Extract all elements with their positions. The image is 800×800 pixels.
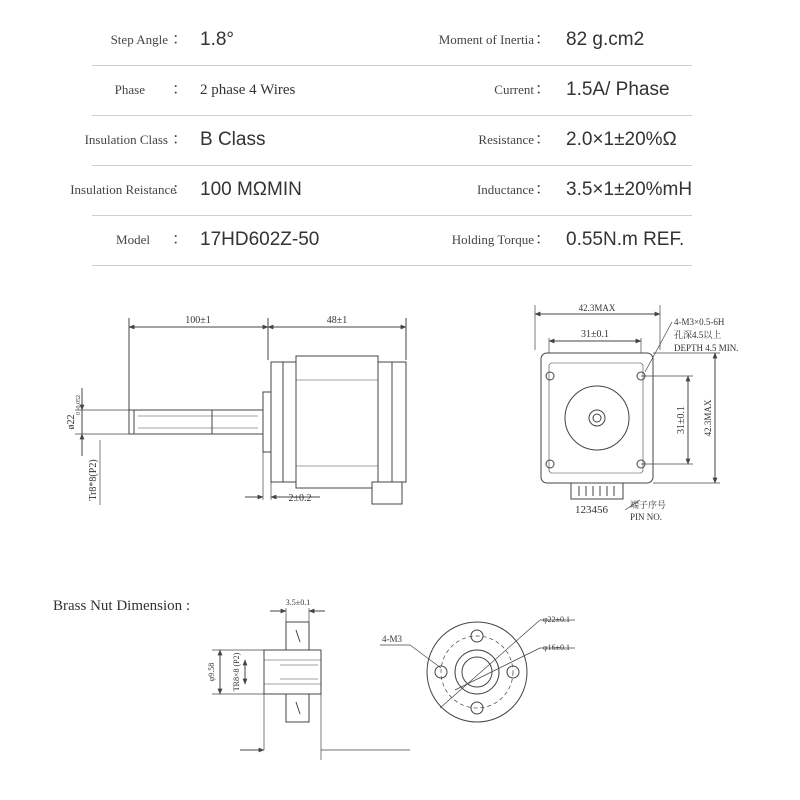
pin-label-cn: 端子序号 bbox=[630, 500, 667, 510]
thread-spec-text: Tr8*8(P2) bbox=[88, 459, 99, 501]
spec-value: 3.5×1±20%mH bbox=[566, 179, 693, 200]
nut-diameter-text: φ9.58 bbox=[207, 662, 216, 682]
spec-label: Insulation Class bbox=[84, 132, 168, 147]
spec-label: Moment of Inertia bbox=[438, 32, 534, 47]
brass-nut-front-view bbox=[380, 620, 575, 722]
nut-pcd-text: φ16±0.1 bbox=[543, 643, 571, 652]
spec-label: Holding Torque bbox=[451, 232, 534, 247]
brass-nut-title: Brass Nut Dimension : bbox=[53, 598, 191, 614]
spec-label: Current bbox=[494, 82, 534, 97]
shaft-diameter-text: ø22 bbox=[66, 414, 77, 430]
pilot-boss bbox=[263, 392, 271, 452]
spec-colon: ： bbox=[535, 231, 552, 248]
spec-label: Insulation Reistance bbox=[70, 182, 176, 197]
pin-label-en: PIN NO. bbox=[630, 512, 663, 522]
spec-colon: ： bbox=[172, 131, 189, 148]
width-dimension-text: 42.3MAX bbox=[578, 303, 616, 313]
nut-holes-text: 4-M3 bbox=[382, 634, 402, 644]
nut-thread-text: TR8×8 (P2) bbox=[232, 652, 241, 692]
spec-value: 2.0×1±20%Ω bbox=[566, 129, 677, 150]
spec-value: 2 phase 4 Wires bbox=[200, 82, 296, 98]
spec-label: Resistance bbox=[478, 132, 534, 147]
spec-label: Phase bbox=[114, 82, 145, 97]
nut-outer-diameter-text: φ22±0.1 bbox=[543, 615, 571, 624]
spec-label: Inductance bbox=[476, 182, 534, 197]
hole-spacing-vertical-text: 31±0.1 bbox=[676, 406, 687, 434]
spec-value: 0.55N.m REF. bbox=[566, 229, 685, 250]
spec-value: 17HD602Z-50 bbox=[200, 229, 320, 250]
hole-spacing-text: 31±0.1 bbox=[581, 329, 609, 340]
flange-width-text: 3.5±0.1 bbox=[285, 598, 311, 607]
spec-value: 100 MΩMIN bbox=[200, 179, 302, 200]
length-dimension-text: 100±1 bbox=[185, 315, 211, 326]
spec-colon: ： bbox=[535, 31, 552, 48]
spec-value: 82 g.cm2 bbox=[566, 29, 645, 50]
spec-value: B Class bbox=[200, 129, 266, 150]
spec-value: 1.8° bbox=[200, 29, 235, 50]
spec-colon: ： bbox=[535, 131, 552, 148]
motor-connector bbox=[372, 482, 402, 504]
spec-label: Step Angle bbox=[110, 32, 168, 47]
motor-side-view bbox=[75, 318, 406, 505]
lead-screw-shaft bbox=[129, 410, 263, 434]
brass-nut-side-view bbox=[212, 608, 410, 760]
spec-colon: ： bbox=[535, 181, 552, 198]
pin-numbers-text: 123456 bbox=[575, 504, 608, 516]
spec-colon: ： bbox=[172, 31, 189, 48]
spec-colon: ： bbox=[172, 231, 189, 248]
spec-label: Model bbox=[116, 232, 150, 247]
spec-value: 1.5A/ Phase bbox=[566, 79, 670, 100]
height-dimension-text: 42.3MAX bbox=[703, 399, 713, 437]
hole-spec-text-depth: DEPTH 4.5 MIN. bbox=[674, 343, 739, 353]
motor-body bbox=[296, 356, 378, 488]
hole-spec-text-cn: 孔深4.5以上 bbox=[674, 330, 722, 340]
spec-colon: ： bbox=[172, 81, 189, 98]
body-dimension-text: 48±1 bbox=[326, 315, 348, 326]
hole-spec-text: 4-M3×0.5-6H bbox=[674, 317, 725, 327]
shaft-tolerance-text: 0 -0.052 bbox=[76, 395, 82, 415]
spec-colon: ： bbox=[172, 181, 189, 198]
spec-colon: ： bbox=[535, 81, 552, 98]
pilot-dimension-text: 2±0.2 bbox=[288, 493, 312, 504]
